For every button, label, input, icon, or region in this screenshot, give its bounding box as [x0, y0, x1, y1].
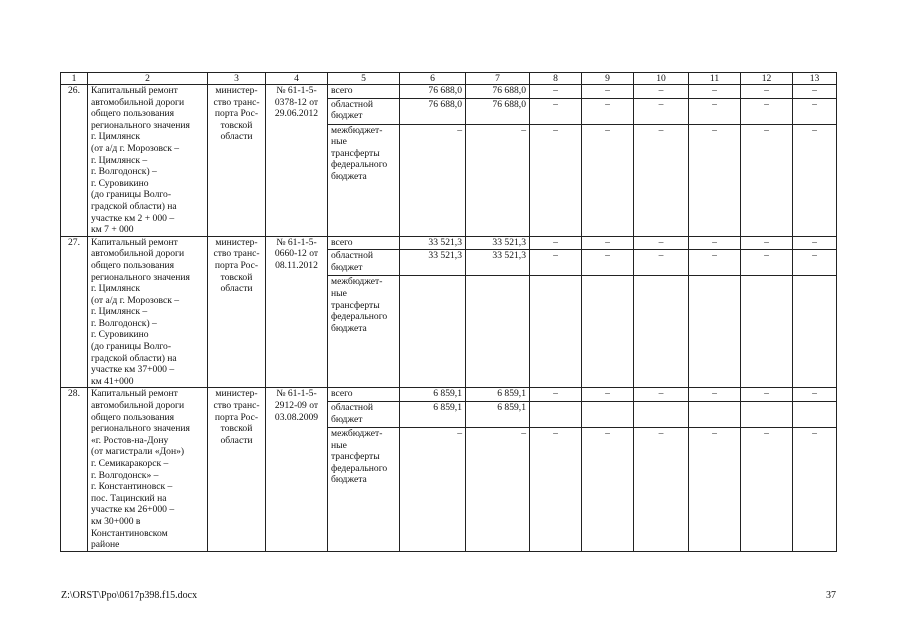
value-cell: –: [634, 124, 689, 236]
value-cell: [634, 276, 689, 388]
value-cell: –: [582, 388, 634, 402]
header-cell: 7: [466, 73, 530, 85]
value-cell: [793, 276, 837, 388]
amount-cell: 33 521,3: [400, 250, 466, 276]
header-cell: 4: [266, 73, 328, 85]
value-cell: –: [530, 98, 582, 124]
value-cell: –: [582, 428, 634, 552]
amount-cell: 33 521,3: [400, 236, 466, 250]
header-cell: 11: [689, 73, 741, 85]
funding-source: всего: [328, 236, 400, 250]
amount-cell: 76 688,0: [400, 98, 466, 124]
value-cell: –: [634, 236, 689, 250]
contract-number: № 61-1-5- 0378-12 от 29.06.2012: [266, 85, 328, 237]
header-cell: 1: [61, 73, 88, 85]
amount-cell: 76 688,0: [466, 85, 530, 99]
amount-cell: 6 859,1: [466, 401, 530, 427]
value-cell: –: [582, 98, 634, 124]
object-name: Капитальный ремонт автомобильной дороги общего пользования регионального значения г. Цимлянск (от а/д г. Морозовск – г. Цимлянск – г. Волгодонск) – г. Суровикино (до границы Волго- градской области) на участке км 37+000 – км 41+000: [88, 236, 208, 388]
value-cell: –: [741, 85, 793, 99]
value-cell: –: [582, 124, 634, 236]
value-cell: –: [530, 236, 582, 250]
funding-source: областной бюджет: [328, 250, 400, 276]
value-cell: –: [689, 250, 741, 276]
header-cell: 3: [208, 73, 266, 85]
value-cell: –: [689, 124, 741, 236]
value-cell: –: [530, 428, 582, 552]
object-name: Капитальный ремонт автомобильной дороги общего пользования регионального значения «г. Ростов-на-Дону (от магистрали «Дон») г. Семикаракорск – г. Волгодонск» – г. Константиновск – пос. Тацинский на участке км 26+000 – км 30+000 в Константиновском районе: [88, 388, 208, 551]
value-cell: –: [741, 250, 793, 276]
value-cell: [741, 276, 793, 388]
header-cell: 2: [88, 73, 208, 85]
value-cell: [582, 276, 634, 388]
value-cell: –: [689, 236, 741, 250]
amount-cell: 76 688,0: [466, 98, 530, 124]
header-cell: 9: [582, 73, 634, 85]
value-cell: –: [741, 236, 793, 250]
amount-cell: –: [400, 428, 466, 552]
value-cell: –: [793, 236, 837, 250]
row-number: 26.: [61, 85, 88, 237]
amount-cell: 33 521,3: [466, 236, 530, 250]
value-cell: –: [793, 124, 837, 236]
executor: министер- ство транс- порта Рос- товской области: [208, 388, 266, 551]
header-cell: 8: [530, 73, 582, 85]
amount-cell: 6 859,1: [466, 388, 530, 402]
value-cell: –: [793, 98, 837, 124]
value-cell: –: [689, 85, 741, 99]
value-cell: –: [741, 124, 793, 236]
amount-cell: 33 521,3: [466, 250, 530, 276]
amount-cell: 6 859,1: [400, 401, 466, 427]
table-row: [61, 85, 837, 99]
value-cell: [793, 401, 837, 427]
value-cell: –: [634, 428, 689, 552]
value-cell: –: [793, 428, 837, 552]
row-number: 28.: [61, 388, 88, 551]
contract-number: № 61-1-5- 2912-09 от 03.08.2009: [266, 388, 328, 551]
header-cell: 6: [400, 73, 466, 85]
funding-source: межбюджет- ные трансферты федерального бюджета: [328, 428, 400, 552]
value-cell: –: [530, 250, 582, 276]
value-cell: –: [741, 98, 793, 124]
value-cell: [530, 401, 582, 427]
header-cell: 13: [793, 73, 837, 85]
value-cell: –: [634, 85, 689, 99]
funding-source: областной бюджет: [328, 98, 400, 124]
executor: министер- ство транс- порта Рос- товской области: [208, 236, 266, 388]
value-cell: –: [582, 236, 634, 250]
value-cell: –: [530, 85, 582, 99]
value-cell: [530, 276, 582, 388]
value-cell: –: [634, 250, 689, 276]
executor: министер- ство транс- порта Рос- товской области: [208, 85, 266, 237]
value-cell: –: [634, 98, 689, 124]
value-cell: –: [582, 85, 634, 99]
table-row: [61, 236, 837, 250]
value-cell: [689, 276, 741, 388]
value-cell: –: [634, 388, 689, 402]
page-number: 37: [826, 590, 836, 601]
amount-cell: 6 859,1: [400, 388, 466, 402]
amount-cell: –: [400, 124, 466, 236]
value-cell: –: [741, 388, 793, 402]
amount-cell: –: [466, 428, 530, 552]
contract-number: № 61-1-5- 0660-12 от 08.11.2012: [266, 236, 328, 388]
value-cell: [582, 401, 634, 427]
value-cell: [741, 401, 793, 427]
header-row: [61, 73, 837, 85]
amount-cell: [400, 276, 466, 388]
funding-source: всего: [328, 388, 400, 402]
value-cell: –: [530, 124, 582, 236]
value-cell: –: [793, 85, 837, 99]
header-cell: 5: [328, 73, 400, 85]
value-cell: –: [689, 388, 741, 402]
header-cell: 10: [634, 73, 689, 85]
value-cell: –: [793, 388, 837, 402]
amount-cell: –: [466, 124, 530, 236]
amount-cell: [466, 276, 530, 388]
funding-source: межбюджет- ные трансферты федерального бюджета: [328, 276, 400, 388]
value-cell: –: [530, 388, 582, 402]
funding-source: межбюджет- ные трансферты федерального бюджета: [328, 124, 400, 236]
amount-cell: 76 688,0: [400, 85, 466, 99]
value-cell: –: [689, 98, 741, 124]
header-cell: 12: [741, 73, 793, 85]
object-name: Капитальный ремонт автомобильной дороги общего пользования регионального значения г. Цимлянск (от а/д г. Морозовск – г. Цимлянск – г. Волгодонск) – г. Суровикино (до границы Волго- градской области) на участке км 2 + 000 – км 7 + 000: [88, 85, 208, 237]
value-cell: –: [741, 428, 793, 552]
value-cell: –: [793, 250, 837, 276]
table-row: [61, 388, 837, 402]
funding-source: областной бюджет: [328, 401, 400, 427]
value-cell: –: [582, 250, 634, 276]
value-cell: [689, 401, 741, 427]
budget-table: [60, 72, 837, 552]
value-cell: –: [689, 428, 741, 552]
funding-source: всего: [328, 85, 400, 99]
value-cell: [634, 401, 689, 427]
row-number: 27.: [61, 236, 88, 388]
file-path: Z:\ORST\Ppo\0617p398.f15.docx: [61, 590, 198, 601]
